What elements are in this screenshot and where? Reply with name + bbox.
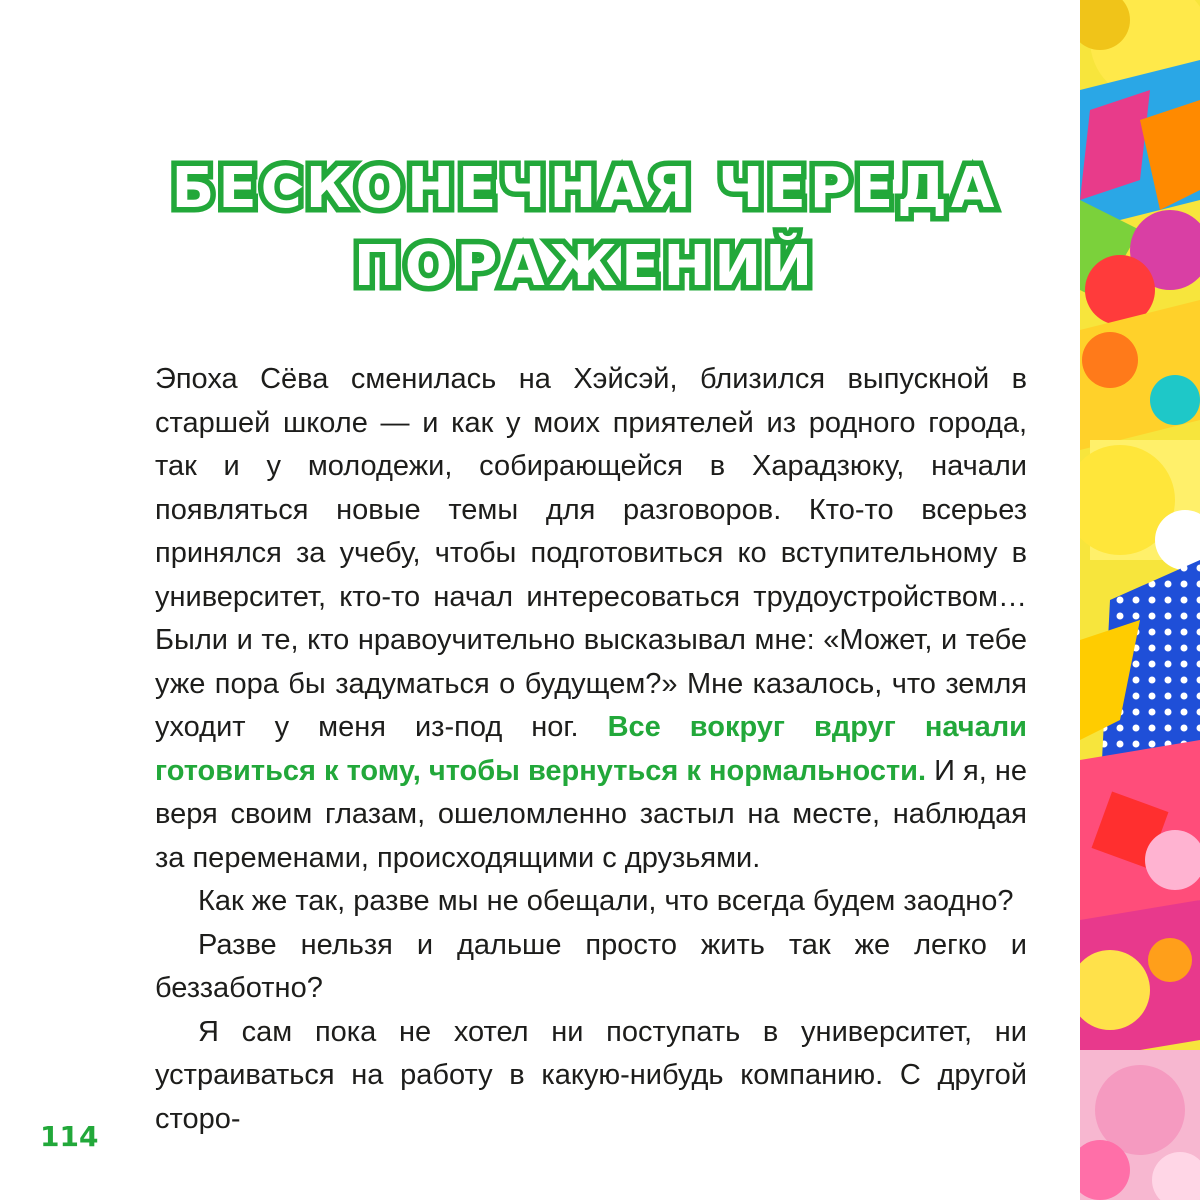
page-number: 114 xyxy=(40,1120,99,1153)
paragraph-1-text: Эпоха Сёва сменилась на Хэйсэй, близился выпускной в старшей школе — и как у моих приятелей из родного города, так и у молодежи, собирающейся в Харадзюку, начали появляться новые темы для разговоров. Кто-то всерьез принялся за учебу, чтобы подготовиться ко вступительному в университет, кто-то начал интересоваться трудоустройством… Были и те, кто нравоучительно высказывал мне: «Может, и тебе уже пора бы задуматься о будущем?» Мне казалось, что земля уходит у меня из-под ног. xyxy=(155,363,1027,743)
paragraph-3: Разве нельзя и дальше просто жить так же легко и беззаботно? xyxy=(155,928,1027,1004)
paragraph-4: Я сам пока не хотел ни поступать в университет, ни устраиваться на работу в какую-нибудь компанию. С другой сторо- xyxy=(155,1015,1027,1135)
paragraph-1 xyxy=(155,358,1027,880)
decorative-photo-strip xyxy=(1080,0,1200,1200)
chapter-title xyxy=(80,150,1090,306)
paragraph-1-continuation: И я, не веря своим глазам, ошеломленно застыл на месте, наблюдая за переменами, происходящими с друзьями. xyxy=(155,754,1027,874)
colorful-toys-photo xyxy=(1080,0,1200,1200)
chapter-title-line-1: БЕСКОНЕЧНАЯ ЧЕРЕДА xyxy=(171,156,999,221)
paragraph-2: Как же так, разве мы не обещали, что всегда будем заодно? xyxy=(198,885,1014,917)
body-text xyxy=(155,358,1027,1141)
chapter-title-line-2: ПОРАЖЕНИЙ xyxy=(353,234,817,299)
highlighted-sentence: Все вокруг вдруг начали готовиться к тому, чтобы вернуться к нормальности. xyxy=(155,711,1027,787)
